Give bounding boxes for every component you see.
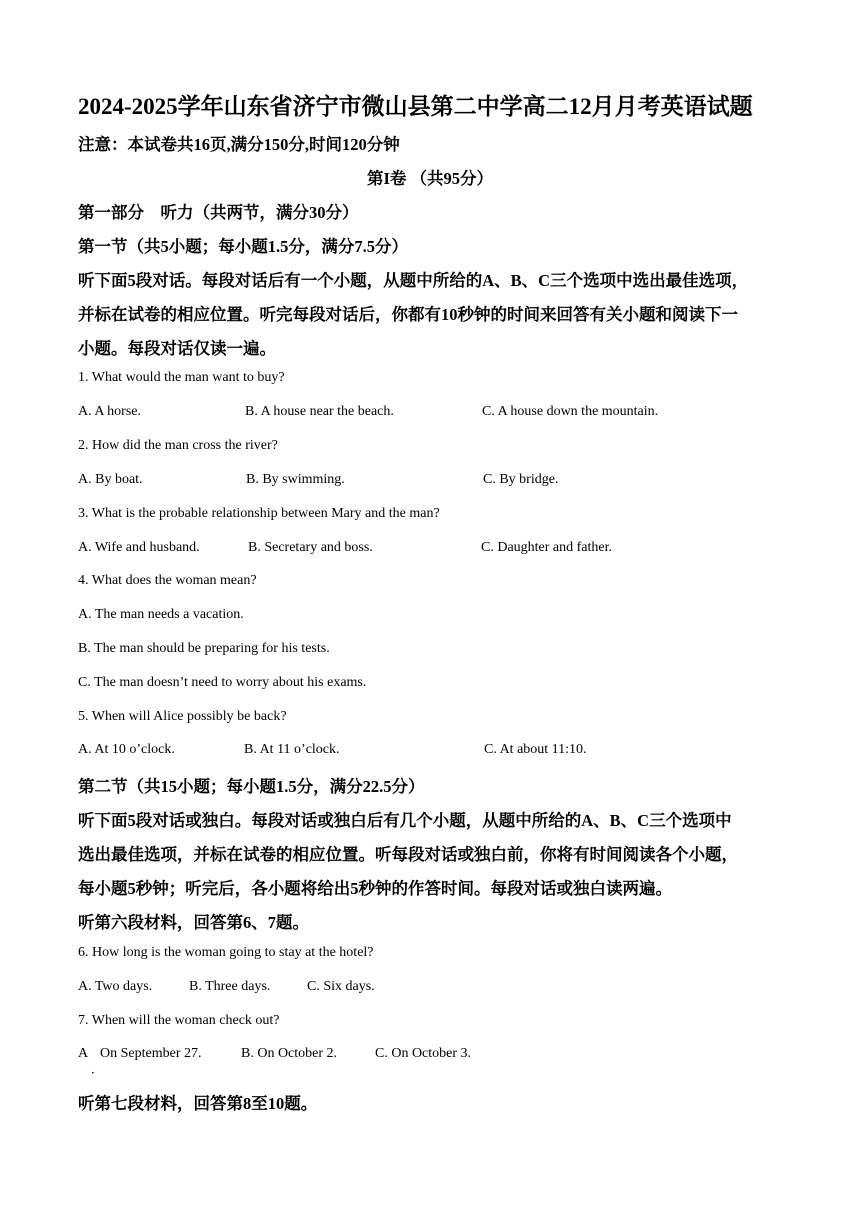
- part1-heading: 第一部分 听力（共两节，满分30分）: [78, 203, 359, 222]
- section1-instruction-line: 小题。每段对话仅读一遍。: [78, 339, 276, 358]
- question-3-option-c: C. Daughter and father.: [481, 540, 613, 555]
- question-1-option-b: B. A house near the beach.: [245, 404, 394, 419]
- section2-instruction-line: 选出最佳选项，并标在试卷的相应位置。听每段对话或独白前，你将有时间阅读各个小题，: [78, 845, 738, 864]
- question-6-stem: 6. How long is the woman going to stay at the hotel?: [78, 945, 374, 960]
- question-5-stem: 5. When will Alice possibly be back?: [78, 709, 287, 724]
- question-3-option-a: A. Wife and husband.: [78, 540, 200, 555]
- question-6-option-c: C. Six days.: [307, 979, 375, 994]
- question-7-option-b: B. On October 2.: [241, 1046, 338, 1061]
- question-7-option-a-letter: A: [78, 1046, 89, 1061]
- question-5-option-b: B. At 11 o’clock.: [244, 742, 340, 757]
- section2-heading: 第二节（共15小题；每小题1.5分，满分22.5分）: [78, 777, 425, 796]
- question-3-option-b: B. Secretary and boss.: [248, 540, 373, 555]
- exam-notice: 注意：本试卷共16页,满分150分,时间120分钟: [78, 135, 400, 154]
- question-7-option-a: On September 27.: [100, 1046, 202, 1061]
- exam-title: 2024-2025学年山东省济宁市微山县第二中学高二12月月考英语试题: [78, 94, 753, 119]
- section1-instruction-line: 并标在试卷的相应位置。听完每段对话后，你都有10秒钟的时间来回答有关小题和阅读下一: [78, 305, 738, 324]
- material-6-heading: 听第六段材料，回答第6、7题。: [78, 913, 309, 932]
- question-4-option-a: A. The man needs a vacation.: [78, 607, 244, 622]
- volume-heading: 第I卷 （共95分）: [366, 169, 494, 188]
- stray-dot: ．: [91, 1062, 104, 1076]
- question-5-option-c: C. At about 11:10.: [484, 742, 587, 757]
- question-6-option-a: A. Two days.: [78, 979, 153, 994]
- question-4-stem: 4. What does the woman mean?: [78, 573, 257, 588]
- section1-heading: 第一节（共5小题；每小题1.5分，满分7.5分）: [78, 237, 408, 256]
- question-2-option-c: C. By bridge.: [483, 472, 559, 487]
- question-7-stem: 7. When will the woman check out?: [78, 1013, 280, 1028]
- question-1-stem: 1. What would the man want to buy?: [78, 370, 285, 385]
- section2-instruction-line: 每小题5秒钟；听完后，各小题将给出5秒钟的作答时间。每段对话或独白读两遍。: [78, 879, 672, 898]
- question-5-option-a: A. At 10 o’clock.: [78, 742, 175, 757]
- section2-instruction-line: 听下面5段对话或独白。每段对话或独白后有几个小题，从题中所给的A、B、C三个选项中: [78, 811, 732, 830]
- question-1-option-a: A. A horse.: [78, 404, 141, 419]
- question-3-stem: 3. What is the probable relationship between Mary and the man?: [78, 506, 440, 521]
- question-4-option-c: C. The man doesn’t need to worry about his exams.: [78, 675, 367, 690]
- question-4-option-b: B. The man should be preparing for his tests.: [78, 641, 330, 656]
- question-7-option-c: C. On October 3.: [375, 1046, 472, 1061]
- question-2-option-a: A. By boat.: [78, 472, 143, 487]
- question-2-stem: 2. How did the man cross the river?: [78, 438, 278, 453]
- question-1-option-c: C. A house down the mountain.: [482, 404, 659, 419]
- section1-instruction-line: 听下面5段对话。每段对话后有一个小题，从题中所给的A、B、C三个选项中选出最佳选项，: [78, 271, 749, 290]
- material-7-heading: 听第七段材料，回答第8至10题。: [78, 1094, 318, 1113]
- question-2-option-b: B. By swimming.: [246, 472, 345, 487]
- question-6-option-b: B. Three days.: [189, 979, 271, 994]
